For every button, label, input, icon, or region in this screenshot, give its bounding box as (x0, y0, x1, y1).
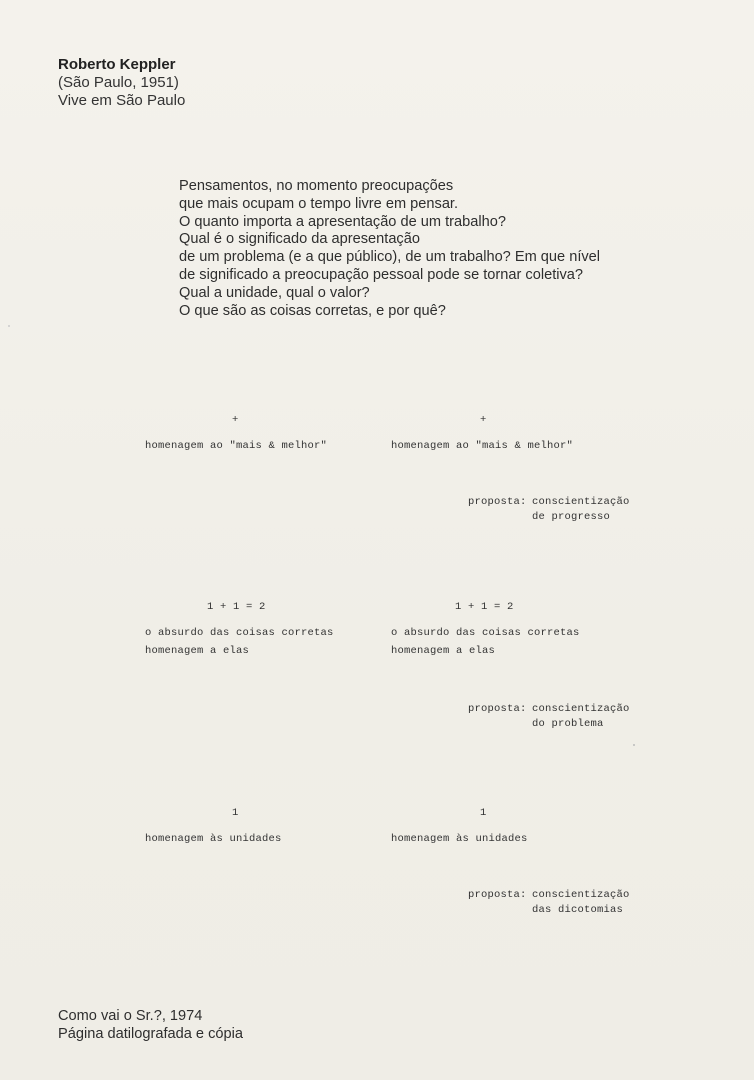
section-2-left-symbol: 1 + 1 = 2 (207, 601, 266, 613)
section-1-left-caption: homenagem ao "mais & melhor" (145, 440, 328, 452)
intro-line: que mais ocupam o tempo livre em pensar. (179, 195, 459, 212)
section-3-right-caption: homenagem às unidades (391, 833, 528, 845)
section-2-proposal-label: proposta: (468, 703, 527, 715)
section-1-left-symbol: + (232, 414, 239, 426)
section-3-proposal-line: das dicotomias (532, 904, 624, 916)
intro-text (179, 178, 600, 320)
section-2-right-caption: o absurdo das coisas corretas (391, 627, 580, 639)
work-title: Como vai o Sr.?, 1974 (58, 1008, 203, 1024)
work-medium: Página datilografada e cópia (58, 1026, 243, 1042)
intro-line: Qual a unidade, qual o valor? (179, 284, 370, 301)
section-1-proposal-line: de progresso (532, 511, 611, 523)
section-2-proposal-line: conscientização (532, 703, 630, 715)
section-3-left-symbol: 1 (232, 807, 239, 819)
intro-line: O que são as coisas corretas, e por quê? (179, 302, 446, 319)
section-1-proposal-label: proposta: (468, 496, 527, 508)
section-1-right-symbol: + (480, 414, 487, 426)
artist-header (58, 56, 185, 110)
section-3-proposal-label: proposta: (468, 889, 527, 901)
section-3-left-caption: homenagem às unidades (145, 833, 282, 845)
section-2-right-caption: homenagem a elas (391, 645, 496, 657)
section-1-right-caption: homenagem ao "mais & melhor" (391, 440, 574, 452)
section-1-proposal-line: conscientização (532, 496, 630, 508)
intro-line: Pensamentos, no momento preocupações (179, 178, 454, 194)
section-3-right-symbol: 1 (480, 807, 487, 819)
section-2-right-symbol: 1 + 1 = 2 (455, 601, 514, 613)
artist-residence: Vive em São Paulo (58, 92, 186, 109)
intro-line: O quanto importa a apresentação de um trabalho? (179, 213, 506, 230)
artist-birth: (São Paulo, 1951) (58, 74, 179, 91)
intro-line: Qual é o significado da apresentação (179, 231, 420, 248)
section-2-left-caption: o absurdo das coisas corretas (145, 627, 334, 639)
artist-name: Roberto Keppler (58, 56, 176, 73)
section-2-left-caption: homenagem a elas (145, 645, 250, 657)
paper-speck (8, 325, 10, 327)
intro-line: de um problema (e a que público), de um trabalho? Em que nível (179, 249, 601, 266)
paper-speck (633, 744, 635, 746)
section-2-proposal-line: do problema (532, 718, 604, 730)
section-3-proposal-line: conscientização (532, 889, 630, 901)
work-caption (58, 1007, 243, 1043)
intro-line: de significado a preocupação pessoal pode se tornar coletiva? (179, 266, 584, 283)
